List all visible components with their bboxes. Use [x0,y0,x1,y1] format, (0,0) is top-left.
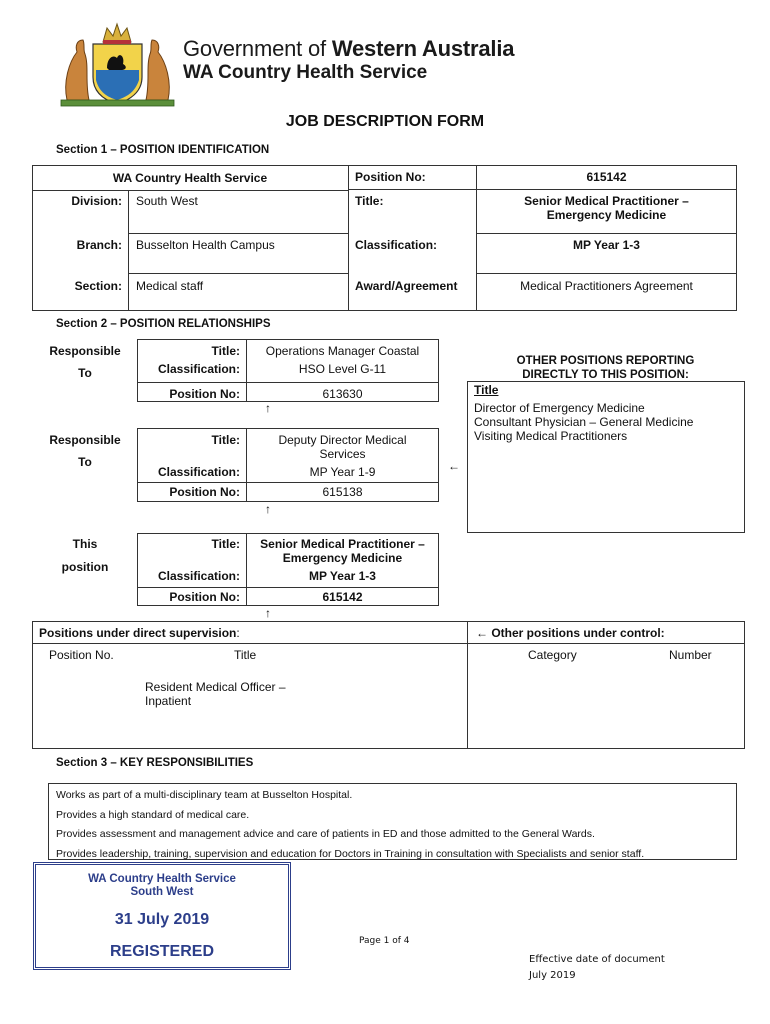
section-value: Medical staff [136,279,204,293]
responsible-label-1: Responsible [49,344,121,358]
box1-classification: HSO Level G-11 [298,362,387,376]
section1-heading: Section 1 – POSITION IDENTIFICATION [56,144,270,156]
org-cell: WA Country Health Service [112,171,268,185]
box1-position-no: 613630 [322,387,363,401]
supervised-position [145,680,286,708]
award-label: Award/Agreement [355,279,458,293]
responsibilities-list [56,786,644,864]
award-value: Medical Practitioners Agreement [520,279,693,293]
other-heading-line1: OTHER POSITIONS REPORTING [516,355,695,367]
box3-title-line1: Senior Medical Practitioner – [260,537,425,551]
box1-classification-label: Classification: [157,362,240,376]
col-position-no: Position No. [49,648,114,662]
other-position-item: Visiting Medical Practitioners [474,429,628,443]
section2-heading: Section 2 – POSITION RELATIONSHIPS [56,318,271,330]
other-title-label: Title [474,383,499,397]
branch-label: Branch: [76,238,122,252]
box3-position-no: 615142 [322,590,363,604]
page-number: Page 1 of 4 [359,936,410,946]
responsible-label-2: Responsible [49,433,121,447]
division-value: South West [136,194,198,208]
crest-icon [55,22,180,110]
supervised-line2: Inpatient [145,694,192,708]
branch-value: Busselton Health Campus [136,238,275,252]
box2-classification: MP Year 1-9 [309,465,376,479]
other-heading-line2: DIRECTLY TO THIS POSITION: [522,368,689,381]
box2-position-no-label: Position No: [169,485,240,499]
header-org-prefix: Government of [183,36,332,61]
arrow-left-icon: ← [448,459,460,473]
stamp-date: 31 July 2019 [114,911,210,928]
other-control-heading [476,626,665,640]
col-title: Title [234,648,257,662]
responsibility-item: Works as part of a multi-disciplinary team at Busselton Hospital. [56,789,353,801]
box1-position-no-label: Position No: [169,387,240,401]
box3-classification: MP Year 1-3 [309,569,376,583]
supervision-table [32,621,745,749]
header-org-bold: Western Australia [331,36,515,61]
registered-stamp [33,862,291,970]
col-number: Number [669,648,712,662]
section-label: Section: [74,279,122,293]
to-label-2: To [78,455,92,469]
box2-title-label: Title: [211,433,240,447]
effective-label: Effective date of document [529,954,665,965]
box3-classification-label: Classification: [157,569,240,583]
other-position-item: Consultant Physician – General Medicine [474,415,694,429]
header-org-sub: WA Country Health Service [183,62,428,83]
stamp-line1: WA Country Health Service [88,873,236,885]
effective-date-value: July 2019 [529,970,576,981]
under-supervision-colon: : [236,626,240,640]
box2-classification-label: Classification: [157,465,240,479]
box3-title-label: Title: [211,537,240,551]
other-positions-list [474,401,693,443]
position-no-value: 615142 [586,170,627,184]
box3-title [246,537,439,565]
stamp-org [36,873,288,899]
position-no-label: Position No: [355,170,426,184]
under-supervision-heading [39,626,240,640]
responsibility-item: Provides a high standard of medical care. [56,808,250,821]
box2-title [246,433,439,461]
box1-title: Operations Manager Coastal [265,344,420,358]
classification-value: MP Year 1-3 [573,238,640,252]
stamp-line2: South West [130,886,194,898]
box3-position-no-label: Position No: [169,590,240,604]
this-label: This [72,537,98,551]
arrow-up-icon: ↑ [265,401,271,415]
title-value [476,194,737,222]
title-label: Title: [355,194,384,208]
position-label: position [61,560,109,574]
title-value-line1: Senior Medical Practitioner – [524,194,689,208]
supervised-line1: Resident Medical Officer – [145,680,286,694]
box2-position-no: 615138 [322,485,363,499]
box1-title-label: Title: [211,344,240,358]
col-category: Category [528,648,577,662]
division-label: Division: [71,194,122,208]
under-supervision-label: Positions under direct supervision [39,626,237,640]
effective-date [529,952,665,984]
other-positions-heading [466,355,745,382]
responsibility-item: Provides leadership, training, supervision and education for Doctors in Training in consultation with Specialists and senior staff. [56,847,645,860]
box2-title-line1: Deputy Director Medical [278,433,407,447]
other-control-label: Other positions under control: [491,626,665,640]
arrow-left-icon: ← [476,626,488,640]
arrow-up-icon: ↑ [265,502,271,516]
box3-title-line2: Emergency Medicine [282,551,403,565]
header-org-name [183,36,514,62]
responsibility-item: Provides assessment and management advice and care of patients in ED and those admitted to the General Wards. [56,828,595,840]
to-label-1: To [78,366,92,380]
form-title: JOB DESCRIPTION FORM [285,113,485,130]
section3-heading: Section 3 – KEY RESPONSIBILITIES [56,757,254,769]
arrow-up-icon: ↑ [265,606,271,620]
other-position-item: Director of Emergency Medicine [474,401,645,415]
box2-title-line2: Services [319,447,366,461]
classification-label: Classification: [355,238,438,252]
stamp-status: REGISTERED [109,943,214,960]
title-value-line2: Emergency Medicine [546,208,667,222]
